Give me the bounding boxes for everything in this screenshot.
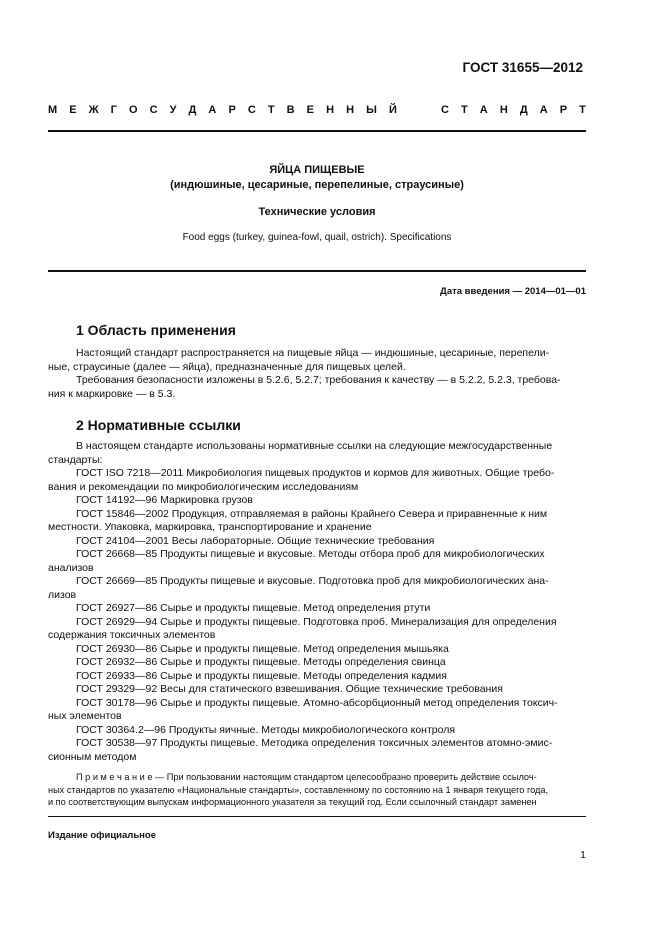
document-subtitle: (индюшиные, цесариные, перепелиные, страусиные) bbox=[170, 179, 464, 191]
note-block bbox=[48, 771, 586, 809]
reference-line: ГОСТ 26930—86 Сырье и продукты пищевые. Метод определения мышьяка bbox=[76, 642, 449, 655]
text-line: Настоящий стандарт распространяется на пищевые яйца — индюшиные, цесариные, перепели- bbox=[76, 347, 550, 359]
banner-letter: М bbox=[48, 104, 58, 116]
text-line: ния к маркировке — в 5.3. bbox=[48, 387, 176, 400]
reference-line: вания и рекомендации по микробиологическим исследованиям bbox=[48, 480, 359, 493]
banner-letter: Ы bbox=[366, 104, 377, 116]
note-line: и по соответствующим выпускам информационного указателя за текущий год. Если ссылочный стандарт заменен bbox=[48, 797, 537, 807]
reference-line: содержания токсичных элементов bbox=[48, 629, 216, 641]
reference-line: ГОСТ 26927—86 Сырье и продукты пищевые. Метод определения ртути bbox=[76, 602, 431, 614]
banner-letter: Е bbox=[306, 104, 315, 116]
text-line: ные, страусиные (далее — яйца), предназначенные для пищевых целей. bbox=[48, 360, 406, 373]
header-rule bbox=[48, 130, 586, 132]
banner-letter: Д bbox=[519, 104, 528, 116]
reference-line: В настоящем стандарте использованы нормативные ссылки на следующие межгосударственные bbox=[76, 440, 553, 452]
document-spec-title: Технические условия bbox=[258, 206, 376, 218]
banner-letter: С bbox=[440, 104, 449, 116]
reference-line: ГОСТ 14192—96 Маркировка грузов bbox=[76, 494, 253, 506]
text-line: Требования безопасности изложены в 5.2.6, 5.2.7; требования к качеству — в 5.2.2, 5.2.3, требова- bbox=[76, 374, 561, 386]
footer-rule bbox=[48, 816, 586, 817]
banner-letter: Н bbox=[326, 104, 335, 116]
reference-line: ГОСТ ISO 7218—2011 Микробиология пищевых продуктов и кормов для животных. Общие требо- bbox=[76, 467, 555, 479]
banner-letter: Н bbox=[499, 104, 508, 116]
banner-letter: Н bbox=[346, 104, 355, 116]
document-title: ЯЙЦА ПИЩЕВЫЕ bbox=[269, 164, 365, 176]
banner-letter: У bbox=[169, 104, 177, 116]
banner-letter: Ж bbox=[88, 104, 99, 116]
banner-letter: А bbox=[539, 104, 548, 116]
reference-line: местности. Упаковка, маркировка, транспортирование и хранение bbox=[48, 521, 372, 533]
banner-letter: Е bbox=[69, 104, 77, 116]
banner-letter: Т bbox=[579, 104, 586, 116]
section-1-body bbox=[48, 347, 586, 401]
note-line: П р и м е ч а н и е — При пользовании настоящим стандартом целесообразно проверить действие ссылоч- bbox=[76, 772, 537, 782]
banner-letter: Г bbox=[110, 104, 117, 116]
reference-line: лизов bbox=[48, 588, 77, 601]
banner-letter: С bbox=[149, 104, 158, 116]
reference-line: ГОСТ 26929—94 Сырье и продукты пищевые. Подготовка проб. Минерализация для определения bbox=[76, 615, 557, 628]
banner-letter: В bbox=[286, 104, 295, 116]
reference-line: ГОСТ 15846—2002 Продукция, отправляемая в районы Крайнего Севера и приравненные к ним bbox=[76, 507, 548, 520]
banner-letter: А bbox=[479, 104, 488, 116]
banner-letter: Т bbox=[461, 104, 468, 116]
reference-line: ГОСТ 29329—92 Весы для статического взвешивания. Общие технические требования bbox=[76, 683, 503, 695]
banner-letter: Р bbox=[559, 104, 568, 116]
reference-line: ГОСТ 24104—2001 Весы лабораторные. Общие технические требования bbox=[76, 534, 435, 547]
reference-line: ГОСТ 26669—85 Продукты пищевые и вкусовые. Подготовка проб для микробиологических ана- bbox=[76, 575, 549, 587]
introduction-date: Дата введения — 2014—01—01 bbox=[440, 286, 586, 297]
reference-line: ных элементов bbox=[48, 710, 122, 722]
english-title: Food eggs (turkey, guinea-fowl, quail, ostrich). Specifications bbox=[182, 232, 452, 243]
reference-line: ГОСТ 30538—97 Продукты пищевые. Методика определения токсичных элементов атомно-эмис- bbox=[76, 737, 553, 749]
banner-letter: Й bbox=[388, 104, 397, 116]
reference-line: ГОСТ 30178—96 Сырье и продукты пищевые. Атомно-абсорбционный метод определения токсич- bbox=[76, 696, 558, 709]
section-2-heading: 2 Нормативные ссылки bbox=[76, 417, 241, 433]
reference-line: ГОСТ 26932—86 Сырье и продукты пищевые. Методы определения свинца bbox=[76, 656, 446, 668]
interstate-standard-banner bbox=[48, 104, 586, 116]
reference-line: ГОСТ 26668—85 Продукты пищевые и вкусовые. Методы отбора проб для микробиологических bbox=[76, 548, 545, 560]
reference-line: ГОСТ 26933—86 Сырье и продукты пищевые. Методы определения кадмия bbox=[76, 669, 447, 682]
banner-letter: С bbox=[247, 104, 256, 116]
banner-letter: Р bbox=[228, 104, 236, 116]
page-number: 1 bbox=[580, 849, 586, 861]
banner-letter: О bbox=[128, 104, 138, 116]
banner-letter: А bbox=[208, 104, 217, 116]
note-line: ных стандартов по указателю «Национальные стандарты», составленному по состоянию на 1 января текущего года, bbox=[48, 784, 549, 795]
gost-code: ГОСТ 31655—2012 bbox=[462, 60, 583, 75]
title-rule bbox=[48, 270, 586, 272]
reference-line: сионным методом bbox=[48, 750, 137, 763]
banner-letter: Т bbox=[267, 104, 275, 116]
section-1-heading: 1 Область применения bbox=[76, 322, 236, 338]
normative-references-list bbox=[48, 440, 586, 764]
reference-line: ГОСТ 30364.2—96 Продукты яичные. Методы микробиологического контроля bbox=[76, 723, 456, 736]
official-edition-label: Издание официальное bbox=[48, 830, 156, 841]
reference-line: анализов bbox=[48, 561, 94, 574]
banner-letter: Д bbox=[188, 104, 197, 116]
reference-line: стандарты: bbox=[48, 453, 103, 466]
